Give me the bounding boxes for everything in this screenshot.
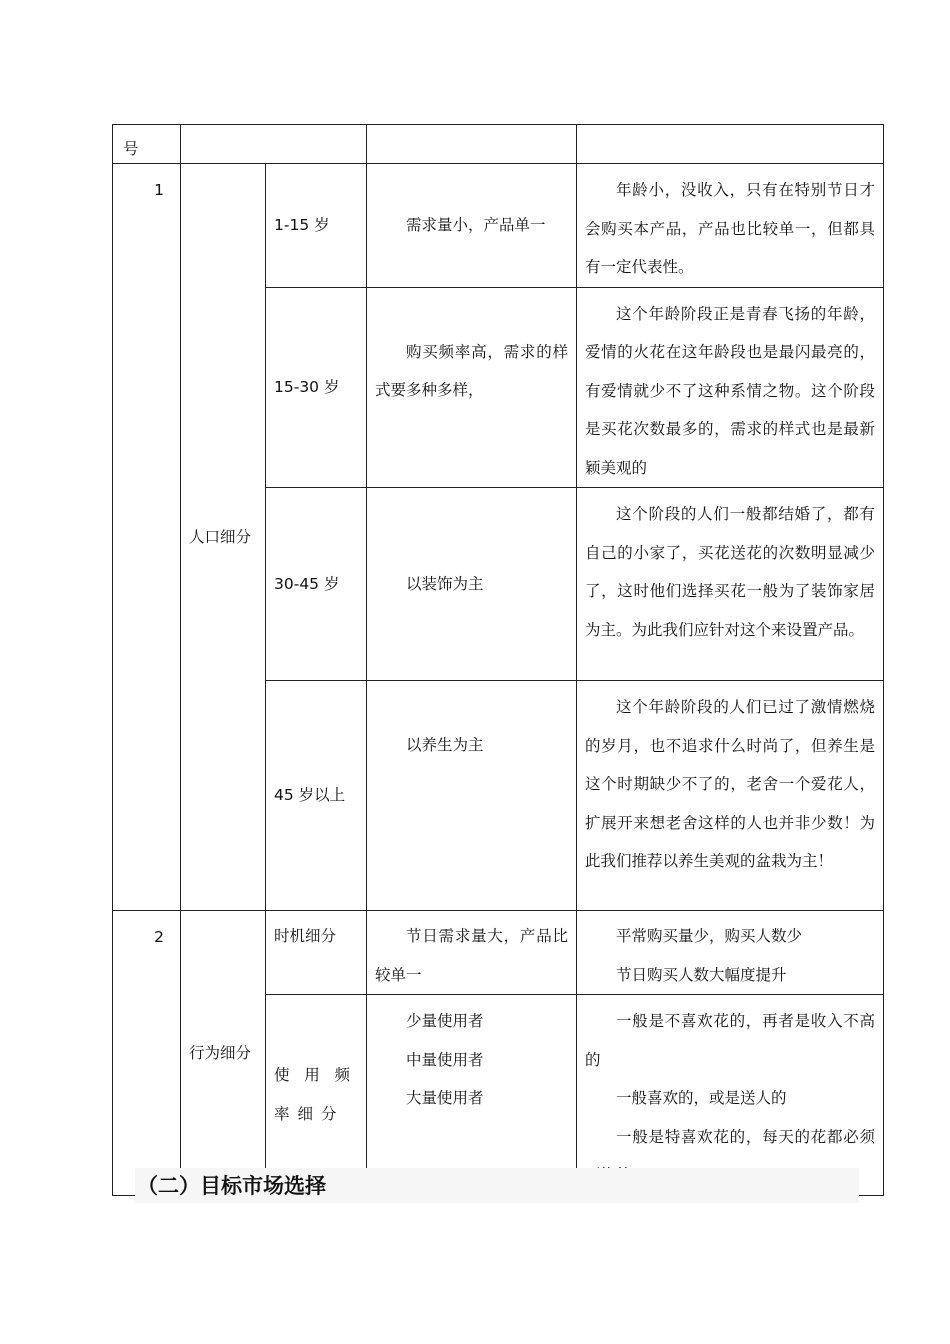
need-cell: 以养生为主 [367,681,577,911]
age-cell: 30-45 岁 [266,488,367,681]
desc-cell [577,995,884,1196]
row-number: 1 [113,164,181,911]
need-cell: 需求量小，产品单一 [367,164,577,288]
desc-line: 一般是特喜欢花的，每天的花都必须 [616,1127,875,1146]
user-type: 中量使用者 [406,1050,484,1069]
desc-line: 一般喜欢的，或是送人的 [616,1089,787,1107]
desc-cell: 这个年龄阶段的人们已过了激情燃烧的岁月，也不追求什么时尚了，但养生是这个时期缺少不了的，老舍一个爱花人，扩展开来想老舍这样的人也并非少数！为此我们推荐以养生美观的盆栽为主！ [577,681,884,911]
market-segmentation-table [112,124,884,1196]
desc-line: 一般是不喜欢花的，再者是收入不高的 [585,1012,875,1069]
desc-cell: 这个阶段的人们一般都结婚了，都有自己的小家了，买花送花的次数明显减少了，这时他们选择买花一般为了装饰家居为主。为此我们应针对这个来设置产品。 [577,488,884,681]
user-type: 少量使用者 [406,1012,484,1030]
desc-cell [577,911,884,995]
frequency-label-cell: 使用频率细分 [266,995,367,1196]
category-cell: 行为细分 [181,911,266,1196]
age-cell: 1-15 岁 [266,164,367,288]
header-cell-number: 号 [113,125,181,164]
section-heading: （二）目标市场选择 [135,1168,859,1203]
timing-label-cell: 时机细分 [266,911,367,995]
table-row [113,911,884,995]
row-number: 2 [113,911,181,1196]
desc-cell: 这个年龄阶段正是青春飞扬的年龄，爱情的火花在这年龄段也是最闪最亮的，有爱情就少不了这种系情之物。这个阶段是买花次数最多的，需求的样式也是最新颖美观的 [577,287,884,488]
table-row [113,164,884,288]
desc-cell: 年龄小，没收入，只有在特别节日才会购买本产品，产品也比较单一，但都具有一定代表性。 [577,164,884,288]
need-cell: 节日需求量大，产品比较单一 [367,911,577,995]
need-cell: 购买频率高，需求的样式要多种多样， [367,287,577,488]
category-cell: 人口细分 [181,164,266,911]
user-type: 大量使用者 [406,1089,484,1107]
desc-line: 平常购买量少，购买人数少 [616,927,803,945]
users-cell [367,995,577,1196]
header-cell-category [181,125,367,164]
header-cell-need [367,125,577,164]
need-cell: 以装饰为主 [367,488,577,681]
desc-line: 节日购买人数大幅度提升 [616,965,787,984]
age-cell: 45 岁以上 [266,681,367,911]
age-cell: 15-30 岁 [266,287,367,488]
header-cell-desc [577,125,884,164]
table-header-row [113,125,884,164]
